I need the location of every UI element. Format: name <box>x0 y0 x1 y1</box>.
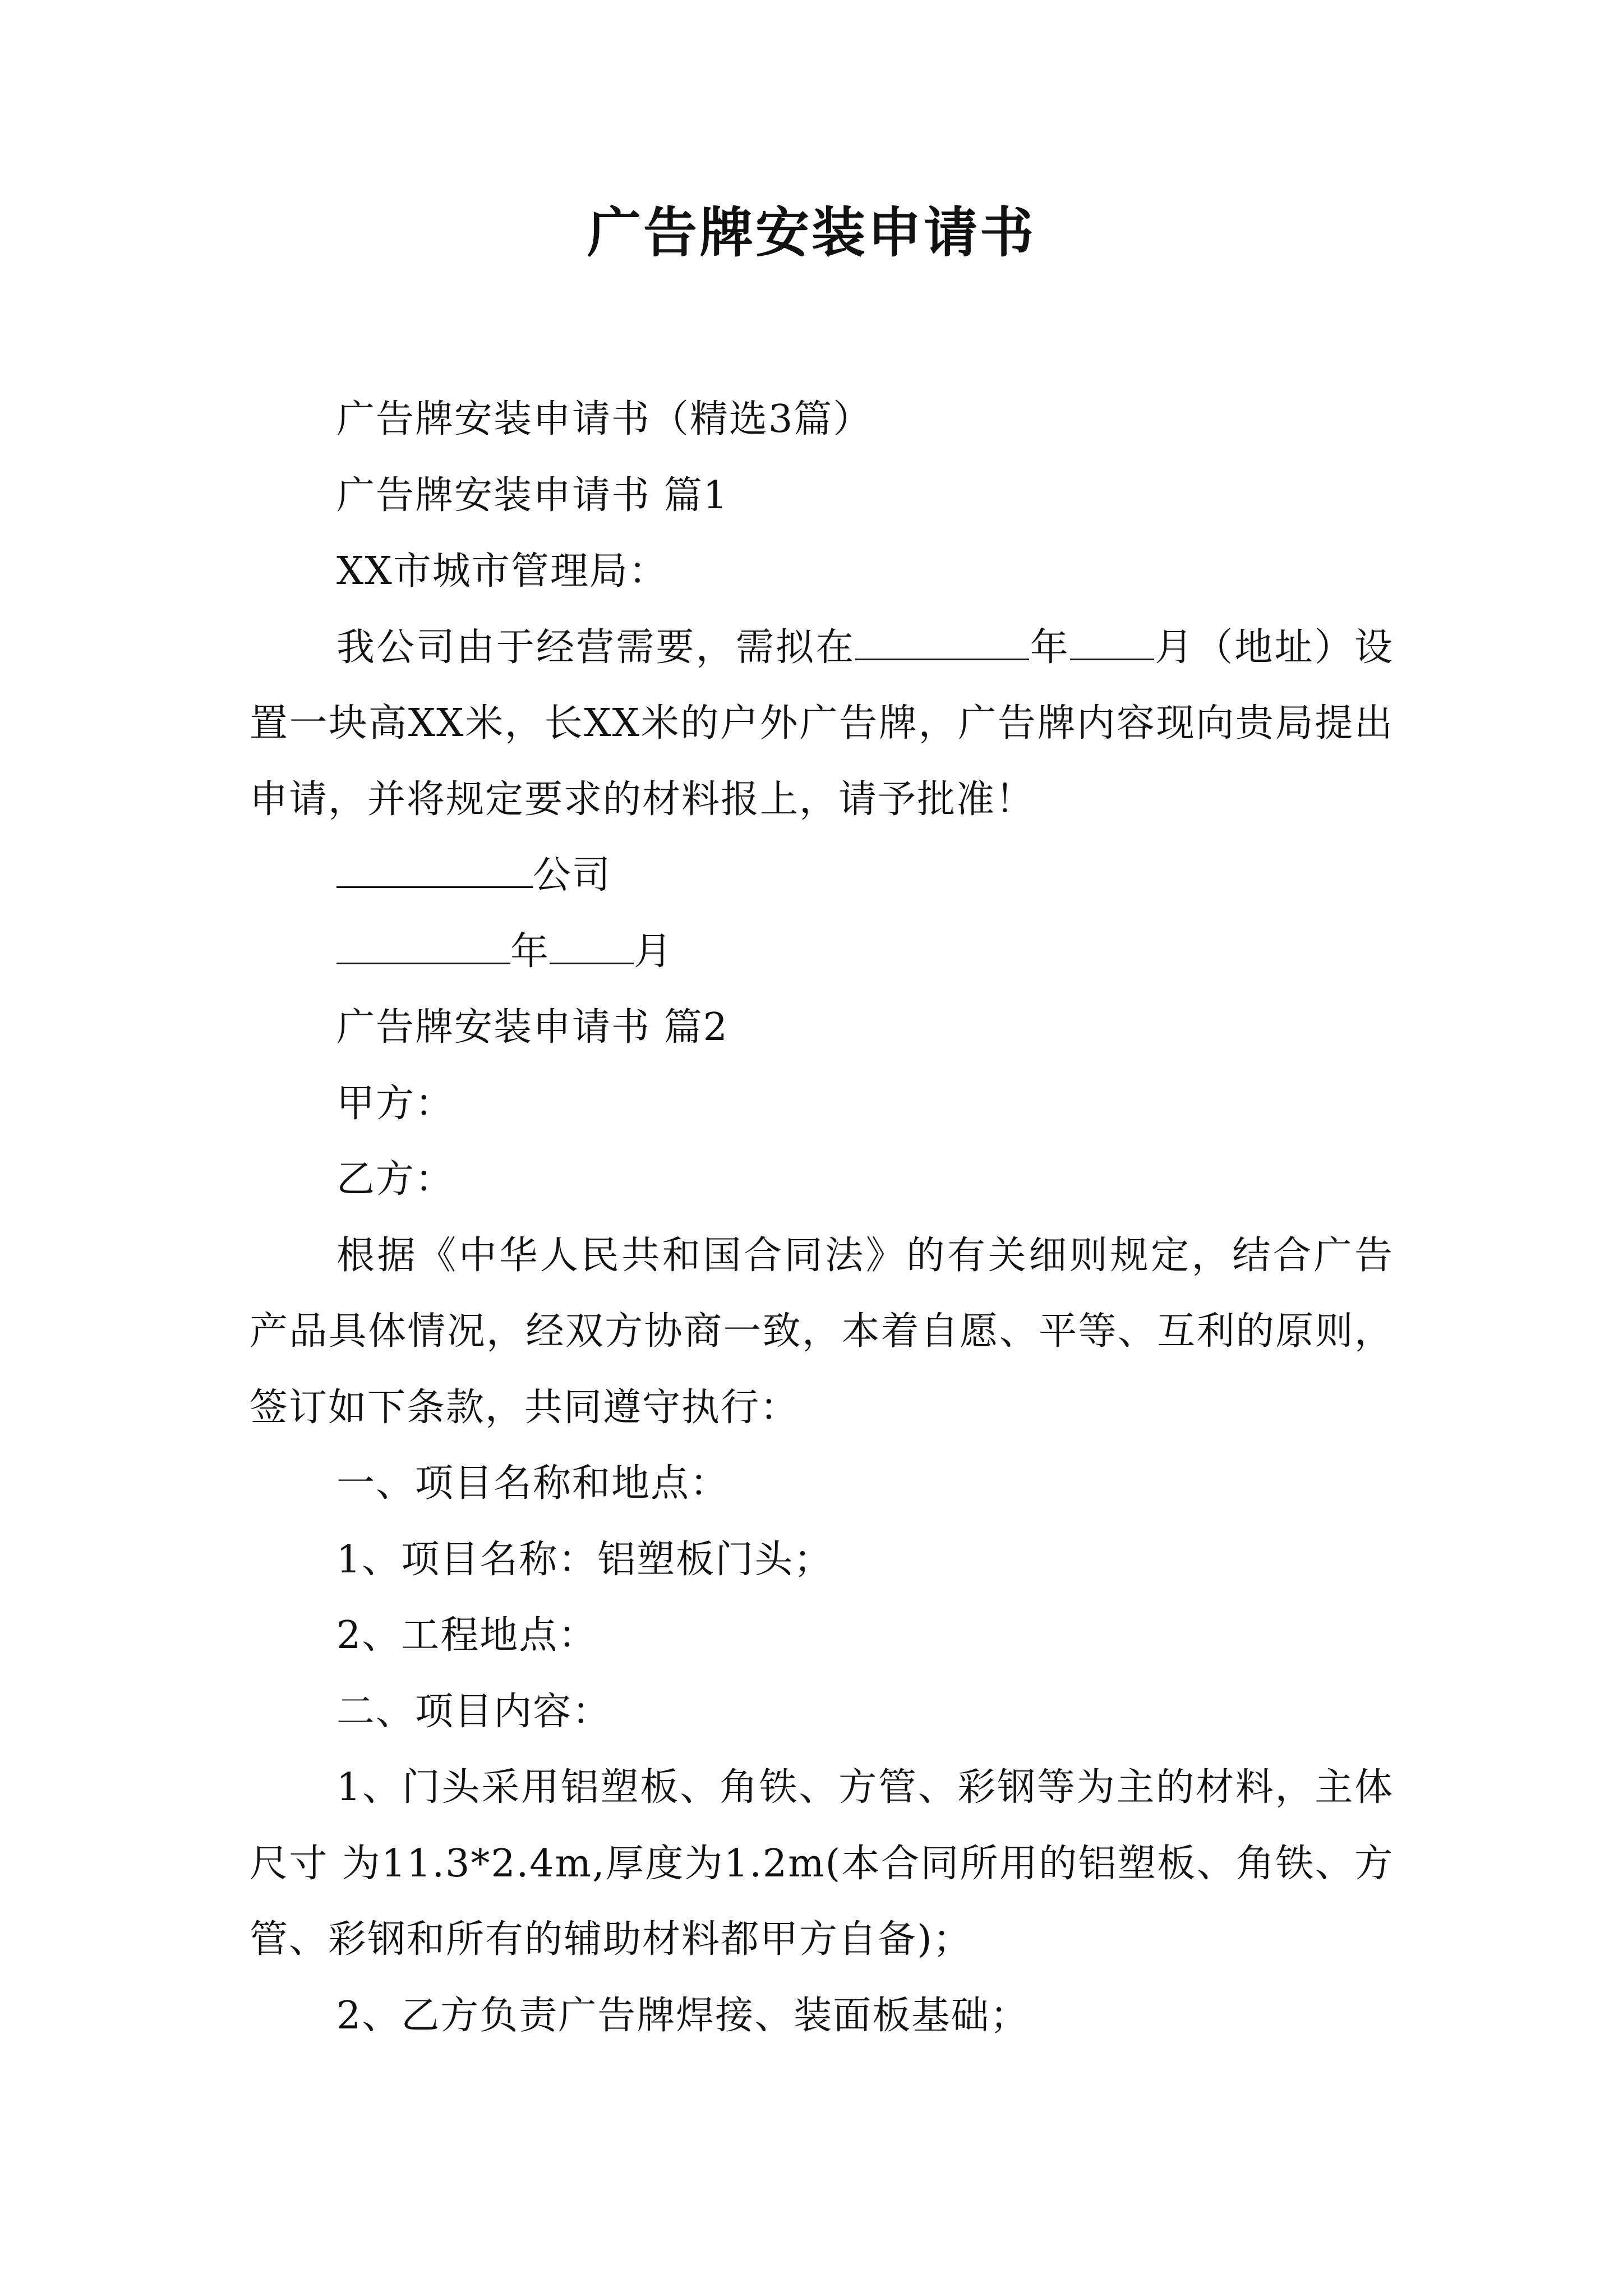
addressee: XX市城市管理局： <box>336 549 668 593</box>
signature-company <box>250 838 1394 914</box>
section-1-item-2: 2、工程地点： <box>336 1613 598 1658</box>
application-year-label: 年 <box>1029 625 1070 670</box>
document-subtitle: 广告牌安装申请书（精选3篇） <box>336 397 873 441</box>
date-month-blank <box>550 926 634 964</box>
part2-heading: 广告牌安装申请书 篇2 <box>336 1005 728 1050</box>
date-month-label: 月 <box>634 929 674 974</box>
part1-heading: 广告牌安装申请书 篇1 <box>336 473 728 518</box>
section-2-item-1: 1、门头采用铝塑板、角铁、方管、彩钢等为主的材料，主体尺寸 为11.3*2.4m,厚度为1.2m(本合同所用的铝塑板、角铁、方 管、彩钢和所有的辅助材料都甲方自备)； <box>250 1765 1394 1962</box>
section-1-title: 一、项目名称和地点： <box>336 1461 730 1506</box>
year-blank <box>855 622 1029 660</box>
document-title: 广告牌安装申请书 <box>587 201 1036 264</box>
company-suffix: 公司 <box>533 853 612 898</box>
party-a: 甲方： <box>336 1081 455 1126</box>
contract-intro: 根据《中华人民共和国合同法》的有关细则规定，结合广告产品具体情况，经双方协商一致，本着自愿、平等、互利的原则，签订如下条款，共同遵守执行： <box>250 1233 1394 1430</box>
application-month-label: 月（地址） <box>1154 625 1354 670</box>
section-2-item-2: 2、乙方负责广告牌焊接、装面板基础； <box>336 1993 1030 2038</box>
section-2-title: 二、项目内容： <box>336 1689 612 1734</box>
section-1-item-1: 1、项目名称：铝塑板门头； <box>336 1537 833 1582</box>
document-body <box>250 381 1394 2054</box>
date-year-blank <box>336 926 510 964</box>
application-paragraph <box>250 610 1394 838</box>
application-rest: 设置一块高XX米，长XX米的户外广告牌，广告牌内容现向贵局提出申请，并将规定要求的材料报上，请予批准！ <box>250 625 1394 822</box>
date-year-label: 年 <box>510 929 550 974</box>
party-b: 乙方： <box>336 1157 455 1202</box>
company-blank <box>336 850 533 888</box>
signature-date <box>250 914 1394 990</box>
month-blank <box>1070 622 1154 660</box>
application-lead: 我公司由于经营需要，需拟在 <box>336 625 856 670</box>
